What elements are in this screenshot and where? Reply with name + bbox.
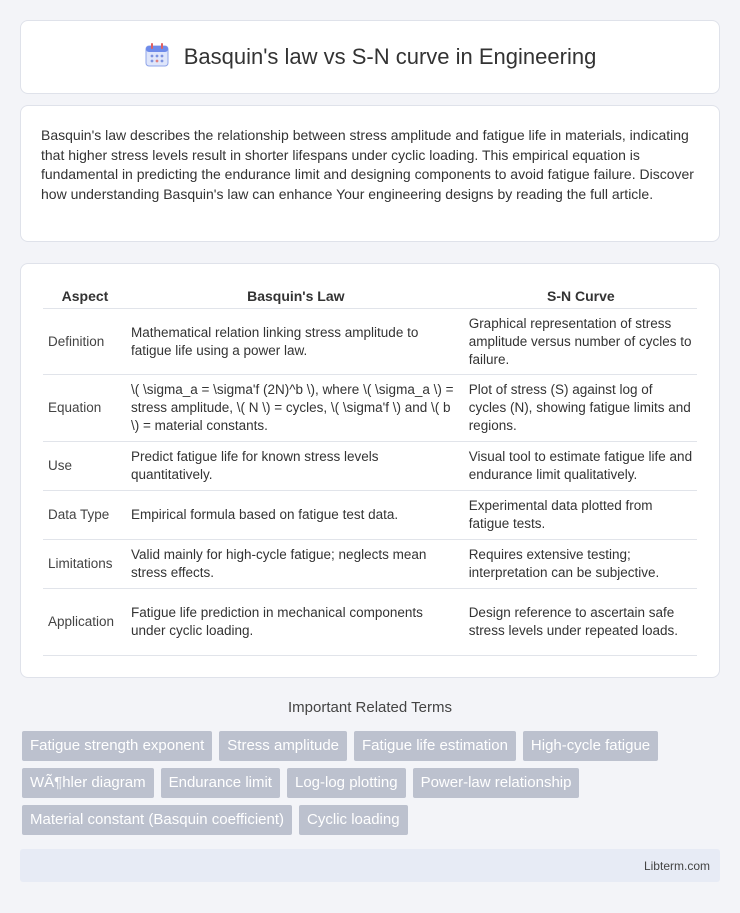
intro-card: [20, 105, 720, 242]
related-term-tag[interactable]: Cyclic loading: [299, 805, 408, 835]
comparison-card: [20, 263, 720, 678]
related-term-tag[interactable]: Log-log plotting: [287, 768, 406, 798]
related-term-tag[interactable]: Fatigue strength exponent: [22, 731, 212, 761]
intro-text: Basquin's law describes the relationship between stress amplitude and fatigue life in materials, indicating that higher stress levels result in shorter lifespans under cyclic loading. This empirical equation is fundamental in predicting the endurance limit and designing components to avoid fatigue failure. Discover how understanding Basquin's law can enhance Your engineering designs by reading the full article.: [41, 127, 694, 202]
aspect-cell: Data Type: [43, 491, 127, 540]
comparison-table: [43, 284, 697, 656]
aspect-cell: Use: [43, 442, 127, 491]
table-row: [43, 375, 697, 442]
footer-site-link[interactable]: Libterm.com: [643, 858, 710, 873]
aspect-cell: Equation: [43, 375, 127, 442]
sn-curve-cell: Experimental data plotted from fatigue tests.: [465, 491, 697, 540]
basquin-cell: \( \sigma_a = \sigma'f (2N)^b \), where \( \sigma_a \) = stress amplitude, \( N \) = cycles, \( \sigma'f \) and \( b \) = material constants.: [127, 375, 465, 442]
aspect-cell: Definition: [43, 309, 127, 375]
aspect-cell: Application: [43, 589, 127, 656]
basquin-cell: Mathematical relation linking stress amplitude to fatigue life using a power law.: [127, 309, 465, 375]
calendar-icon: [144, 42, 170, 73]
sn-curve-cell: Visual tool to estimate fatigue life and endurance limit qualitatively.: [465, 442, 697, 491]
sn-curve-cell: Graphical representation of stress amplitude versus number of cycles to failure.: [465, 309, 697, 375]
aspect-cell: Limitations: [43, 540, 127, 589]
related-term-tag[interactable]: Stress amplitude: [219, 731, 347, 761]
column-header-sn-curve: S-N Curve: [465, 284, 697, 309]
related-term-tag[interactable]: Endurance limit: [161, 768, 280, 798]
column-header-basquin: Basquin's Law: [127, 284, 465, 309]
page-title: Basquin's law vs S-N curve in Engineering: [183, 44, 597, 69]
column-header-aspect: Aspect: [43, 284, 127, 309]
related-term-tag[interactable]: High-cycle fatigue: [523, 731, 658, 761]
table-row: [43, 540, 697, 589]
basquin-cell: Predict fatigue life for known stress levels quantitatively.: [127, 442, 465, 491]
basquin-cell: Fatigue life prediction in mechanical components under cyclic loading.: [127, 589, 465, 656]
sn-curve-cell: Design reference to ascertain safe stress levels under repeated loads.: [465, 589, 697, 656]
basquin-cell: Empirical formula based on fatigue test data.: [127, 491, 465, 540]
sn-curve-cell: Requires extensive testing; interpretation can be subjective.: [465, 540, 697, 589]
related-term-tag[interactable]: WÃ¶hler diagram: [22, 768, 154, 798]
table-row: [43, 442, 697, 491]
table-header-row: [43, 284, 697, 309]
related-terms-list: [22, 731, 722, 835]
footer: [20, 849, 720, 882]
related-term-tag[interactable]: Material constant (Basquin coefficient): [22, 805, 292, 835]
header-card: [20, 20, 720, 94]
related-term-tag[interactable]: Fatigue life estimation: [354, 731, 516, 761]
related-terms-title: Important Related Terms: [288, 699, 452, 716]
sn-curve-cell: Plot of stress (S) against log of cycles (N), showing fatigue limits and regions.: [465, 375, 697, 442]
table-row: [43, 589, 697, 656]
table-row: [43, 309, 697, 375]
table-row: [43, 491, 697, 540]
basquin-cell: Valid mainly for high-cycle fatigue; neglects mean stress effects.: [127, 540, 465, 589]
related-term-tag[interactable]: Power-law relationship: [413, 768, 580, 798]
